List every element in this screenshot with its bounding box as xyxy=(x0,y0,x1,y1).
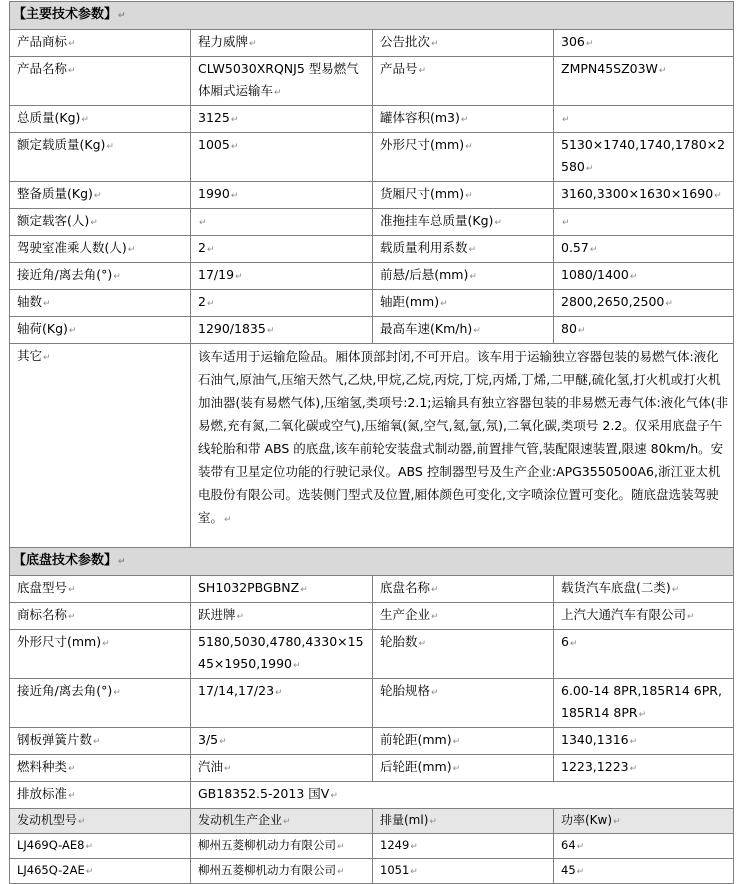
param-value-text: CLW5030XRQNJ5 型易燃气体厢式运输车 xyxy=(198,61,359,98)
chassis-label-text: 轮胎数 xyxy=(380,634,418,649)
chassis-value-text: 5180,5030,4780,4330×1545×1950,1990 xyxy=(198,634,364,671)
chassis-value xyxy=(554,576,734,603)
chassis-value-text: 1223,1223 xyxy=(561,759,629,774)
paragraph-mark-icon: ↵ xyxy=(629,737,638,747)
paragraph-mark-icon: ↵ xyxy=(93,191,102,201)
paragraph-mark-icon: ↵ xyxy=(585,164,594,174)
chassis-label xyxy=(10,755,191,782)
chassis-value xyxy=(191,630,373,679)
other-row xyxy=(10,344,734,548)
param-label-text: 前悬/后悬(mm) xyxy=(380,267,469,282)
spec-table-body xyxy=(10,2,734,884)
paragraph-mark-icon: ↵ xyxy=(418,66,427,76)
param-value xyxy=(554,106,734,133)
paragraph-mark-icon: ↵ xyxy=(452,764,461,774)
chassis-params-row xyxy=(10,603,734,630)
param-value xyxy=(554,263,734,290)
paragraph-mark-icon: ↵ xyxy=(460,115,469,125)
engine-cell-text: 45 xyxy=(561,863,576,877)
engine-cell-text: LJ465Q-2AE xyxy=(17,863,85,877)
param-label xyxy=(10,290,191,317)
chassis-params-row xyxy=(10,728,734,755)
param-value-text: 3160,3300×1630×1690 xyxy=(561,186,714,201)
chassis-value xyxy=(554,728,734,755)
engine-cell xyxy=(10,859,191,884)
param-value xyxy=(554,290,734,317)
param-value xyxy=(191,263,373,290)
param-value xyxy=(191,106,373,133)
paragraph-mark-icon: ↵ xyxy=(224,515,232,525)
param-value-text: 3125 xyxy=(198,110,230,125)
paragraph-mark-icon: ↵ xyxy=(249,39,257,49)
engine-col-header-text: 排量(ml) xyxy=(380,813,429,827)
param-value xyxy=(554,57,734,106)
paragraph-mark-icon: ↵ xyxy=(410,842,418,852)
chassis-value-text: 1340,1316 xyxy=(561,732,629,747)
paragraph-mark-icon: ↵ xyxy=(410,867,418,877)
paragraph-mark-icon: ↵ xyxy=(431,585,439,595)
other-label-text: 其它 xyxy=(17,348,43,363)
param-label-text: 产品号 xyxy=(380,61,418,76)
param-label-text: 准拖挂车总质量(Kg) xyxy=(380,213,494,228)
paragraph-mark-icon: ↵ xyxy=(68,612,76,622)
paragraph-mark-icon: ↵ xyxy=(102,639,110,649)
chassis-params-row xyxy=(10,679,734,728)
paragraph-mark-icon: ↵ xyxy=(206,299,215,309)
engine-cell-text: 柳州五菱柳机动力有限公司 xyxy=(198,863,336,877)
paragraph-mark-icon: ↵ xyxy=(275,688,283,698)
chassis-value xyxy=(554,755,734,782)
chassis-label xyxy=(10,630,191,679)
param-value xyxy=(554,236,734,263)
paragraph-mark-icon: ↵ xyxy=(431,688,439,698)
param-value xyxy=(554,30,734,57)
engine-cell xyxy=(373,834,554,859)
paragraph-mark-icon: ↵ xyxy=(494,218,502,228)
emission-label xyxy=(10,782,191,809)
paragraph-mark-icon: ↵ xyxy=(127,245,136,255)
chassis-section-row xyxy=(10,548,734,576)
param-label xyxy=(10,317,191,344)
engine-cell xyxy=(554,834,734,859)
paragraph-mark-icon: ↵ xyxy=(236,612,245,622)
paragraph-mark-icon: ↵ xyxy=(629,764,638,774)
paragraph-mark-icon: ↵ xyxy=(714,191,722,201)
engine-cell xyxy=(191,834,373,859)
chassis-value xyxy=(554,630,734,679)
paragraph-mark-icon: ↵ xyxy=(440,299,448,309)
paragraph-mark-icon: ↵ xyxy=(468,245,477,255)
chassis-label-text: 钢板弹簧片数 xyxy=(17,732,93,747)
param-value-text: 306 xyxy=(561,34,585,49)
param-value xyxy=(191,133,373,182)
param-label-text: 最高车速(Km/h) xyxy=(380,321,473,336)
param-label-text: 额定载客(人) xyxy=(17,213,90,228)
chassis-label-text: 底盘名称 xyxy=(380,580,431,595)
paragraph-mark-icon: ↵ xyxy=(418,639,427,649)
main-params-row xyxy=(10,236,734,263)
paragraph-mark-icon: ↵ xyxy=(469,272,477,282)
paragraph-mark-icon: ↵ xyxy=(93,737,101,747)
chassis-label xyxy=(10,679,191,728)
paragraph-mark-icon: ↵ xyxy=(665,299,673,309)
main-params-row xyxy=(10,57,734,106)
engine-row xyxy=(10,859,734,884)
param-value xyxy=(191,30,373,57)
paragraph-mark-icon: ↵ xyxy=(118,11,126,21)
paragraph-mark-icon: ↵ xyxy=(68,66,76,76)
main-params-row xyxy=(10,263,734,290)
paragraph-mark-icon: ↵ xyxy=(81,115,89,125)
param-value-text: 程力威牌 xyxy=(198,34,249,49)
paragraph-mark-icon: ↵ xyxy=(118,557,126,567)
paragraph-mark-icon: ↵ xyxy=(577,326,586,336)
main-params-section-header xyxy=(10,2,734,30)
param-value-text: 1005 xyxy=(198,137,230,152)
param-value xyxy=(191,209,373,236)
engine-cell xyxy=(373,859,554,884)
main-params-title: 【主要技术参数】 xyxy=(13,7,118,22)
param-label-text: 轴数 xyxy=(17,294,43,309)
param-value-text: 80 xyxy=(561,321,577,336)
param-value-text: 1990 xyxy=(198,186,230,201)
chassis-label xyxy=(373,576,554,603)
chassis-params-row xyxy=(10,755,734,782)
param-label xyxy=(373,57,554,106)
chassis-label-text: 后轮距(mm) xyxy=(380,759,452,774)
paragraph-mark-icon: ↵ xyxy=(337,842,345,852)
param-label xyxy=(373,30,554,57)
param-label xyxy=(373,209,554,236)
chassis-value xyxy=(191,603,373,630)
chassis-label xyxy=(10,728,191,755)
paragraph-mark-icon: ↵ xyxy=(113,272,121,282)
paragraph-mark-icon: ↵ xyxy=(658,66,667,76)
paragraph-mark-icon: ↵ xyxy=(585,39,594,49)
chassis-label xyxy=(373,755,554,782)
chassis-value xyxy=(191,728,373,755)
chassis-value xyxy=(554,679,734,728)
param-label xyxy=(373,290,554,317)
paragraph-mark-icon: ↵ xyxy=(576,842,585,852)
param-label-text: 整备质量(Kg) xyxy=(17,186,93,201)
paragraph-mark-icon: ↵ xyxy=(43,299,51,309)
chassis-label-text: 外形尺寸(mm) xyxy=(17,634,102,649)
engine-cell xyxy=(10,834,191,859)
chassis-value-text: 汽油 xyxy=(198,759,224,774)
param-label xyxy=(373,317,554,344)
chassis-value-text: 6.00-14 8PR,185R14 6PR,185R14 8PR xyxy=(561,683,722,720)
param-label xyxy=(373,263,554,290)
paragraph-mark-icon: ↵ xyxy=(292,661,301,671)
paragraph-mark-icon: ↵ xyxy=(68,585,76,595)
param-label-text: 罐体容积(m3) xyxy=(380,110,460,125)
chassis-value-text: 跃进牌 xyxy=(198,607,236,622)
engine-col-header-text: 发动机型号 xyxy=(17,813,78,827)
param-label xyxy=(373,106,554,133)
paragraph-mark-icon: ↵ xyxy=(266,326,275,336)
paragraph-mark-icon: ↵ xyxy=(687,612,695,622)
param-value xyxy=(554,133,734,182)
chassis-label-text: 轮胎规格 xyxy=(380,683,431,698)
param-label xyxy=(10,209,191,236)
chassis-label-text: 商标名称 xyxy=(17,607,68,622)
paragraph-mark-icon: ↵ xyxy=(671,585,680,595)
chassis-label-text: 生产企业 xyxy=(380,607,431,622)
paragraph-mark-icon: ↵ xyxy=(68,326,77,336)
param-value-text: 1290/1835 xyxy=(198,321,266,336)
engine-cell-text: 柳州五菱柳机动力有限公司 xyxy=(198,838,336,852)
param-label-text: 产品名称 xyxy=(17,61,68,76)
param-value xyxy=(191,317,373,344)
engine-col-header xyxy=(10,809,191,834)
chassis-label xyxy=(373,603,554,630)
param-value xyxy=(191,236,373,263)
paragraph-mark-icon: ↵ xyxy=(68,791,76,801)
chassis-value-text: 上汽大通汽车有限公司 xyxy=(561,607,687,622)
param-value-text: 2 xyxy=(198,294,206,309)
paragraph-mark-icon: ↵ xyxy=(90,218,98,228)
paragraph-mark-icon: ↵ xyxy=(68,39,76,49)
param-label-text: 驾驶室准乘人数(人) xyxy=(17,240,127,255)
param-value xyxy=(191,290,373,317)
engine-col-header xyxy=(373,809,554,834)
param-value xyxy=(191,57,373,106)
vehicle-spec-sheet xyxy=(9,1,733,884)
param-label xyxy=(10,133,191,182)
paragraph-mark-icon: ↵ xyxy=(43,353,51,363)
main-params-row xyxy=(10,290,734,317)
param-value-text: 2 xyxy=(198,240,206,255)
chassis-label xyxy=(10,603,191,630)
paragraph-mark-icon: ↵ xyxy=(613,817,621,827)
chassis-params-row xyxy=(10,576,734,603)
chassis-label-text: 接近角/离去角(°) xyxy=(17,683,113,698)
param-label-text: 货厢尺寸(mm) xyxy=(380,186,465,201)
param-label xyxy=(373,236,554,263)
emission-value-text: GB18352.5-2013 国V xyxy=(198,786,330,801)
param-value-text: 0.57 xyxy=(561,240,589,255)
paragraph-mark-icon: ↵ xyxy=(473,326,481,336)
engine-col-header-text: 功率(Kw) xyxy=(561,813,613,827)
paragraph-mark-icon: ↵ xyxy=(337,867,345,877)
chassis-label-text: 前轮距(mm) xyxy=(380,732,452,747)
chassis-label-text: 燃料种类 xyxy=(17,759,68,774)
param-value-text: ZMPN45SZ03W xyxy=(561,61,658,76)
param-label xyxy=(373,182,554,209)
paragraph-mark-icon: ↵ xyxy=(465,142,473,152)
emission-row xyxy=(10,782,734,809)
engine-col-header-text: 发动机生产企业 xyxy=(198,813,283,827)
param-value xyxy=(191,182,373,209)
param-value-text: 2800,2650,2500 xyxy=(561,294,665,309)
param-value xyxy=(554,182,734,209)
param-label xyxy=(10,236,191,263)
paragraph-mark-icon: ↵ xyxy=(569,639,578,649)
chassis-label-text: 底盘型号 xyxy=(17,580,68,595)
param-label xyxy=(10,263,191,290)
param-value xyxy=(554,317,734,344)
paragraph-mark-icon: ↵ xyxy=(230,115,239,125)
paragraph-mark-icon: ↵ xyxy=(589,245,598,255)
engine-cell xyxy=(191,859,373,884)
paragraph-mark-icon: ↵ xyxy=(85,867,94,877)
chassis-label xyxy=(10,576,191,603)
engine-col-header xyxy=(554,809,734,834)
paragraph-mark-icon: ↵ xyxy=(429,817,437,827)
paragraph-mark-icon: ↵ xyxy=(206,245,215,255)
chassis-value-text: SH1032PBGBNZ xyxy=(198,580,300,595)
main-params-row xyxy=(10,30,734,57)
chassis-value-text: 6 xyxy=(561,634,569,649)
paragraph-mark-icon: ↵ xyxy=(629,272,638,282)
main-params-row xyxy=(10,209,734,236)
param-value-text: 5130×1740,1740,1780×2580 xyxy=(561,137,726,174)
param-label xyxy=(373,133,554,182)
paragraph-mark-icon: ↵ xyxy=(78,817,86,827)
engine-row xyxy=(10,834,734,859)
paragraph-mark-icon: ↵ xyxy=(224,764,232,774)
engine-header-row xyxy=(10,809,734,834)
param-label xyxy=(10,57,191,106)
paragraph-mark-icon: ↵ xyxy=(199,218,207,228)
paragraph-mark-icon: ↵ xyxy=(230,142,239,152)
param-label-text: 公告批次 xyxy=(380,34,431,49)
engine-cell xyxy=(554,859,734,884)
param-label-text: 产品商标 xyxy=(17,34,68,49)
engine-col-header xyxy=(191,809,373,834)
main-params-row xyxy=(10,106,734,133)
paragraph-mark-icon: ↵ xyxy=(106,142,114,152)
param-label-text: 总质量(Kg) xyxy=(17,110,81,125)
other-text-text: 该车适用于运输危险品。厢体顶部封闭,不可开启。该车用于运输独立容器包装的易燃气体:液化石油气,原油气,压缩天然气,乙炔,甲烷,乙烷,丙烷,丁烷,丙烯,丁烯,二甲醚,硫化氢,打火机或打火机加油器(装有易燃气体),压缩氢,类项号:2.1;运输具有独立容器包装的非易燃无毒气体:液化气体(非易燃,充有氮,二氧化碳或空气),压缩氧(氮,空气,氦,氩,氖),二氧化碳,类项号 2.2。仅采用底盘子午线轮胎和带 ABS 的底盘,该车前轮安装盘式制动器,前置排气管,装配限速装置,限速 80km/h。安装带有卫星定位功能的行驶记录仪。ABS 控制器型号及生产企业:APG3550500A6,浙江亚太机电股份有限公司。选装侧门型式及位置,厢体颜色可变化,文字喷涂位置可变化。随底盘选装驾驶室。 xyxy=(198,349,729,525)
main-params-row xyxy=(10,133,734,182)
paragraph-mark-icon: ↵ xyxy=(330,791,338,801)
param-label-text: 额定载质量(Kg) xyxy=(17,137,106,152)
engine-cell-text: LJ469Q-AE8 xyxy=(17,838,85,852)
param-label-text: 轴距(mm) xyxy=(380,294,440,309)
chassis-value xyxy=(191,679,373,728)
emission-label-text: 排放标准 xyxy=(17,786,68,801)
chassis-label xyxy=(373,728,554,755)
paragraph-mark-icon: ↵ xyxy=(465,191,473,201)
other-text xyxy=(191,344,734,548)
chassis-params-row xyxy=(10,630,734,679)
param-value-text: 17/19 xyxy=(198,267,235,282)
paragraph-mark-icon: ↵ xyxy=(219,737,227,747)
paragraph-mark-icon: ↵ xyxy=(431,612,439,622)
param-label xyxy=(10,106,191,133)
param-label-text: 载质量利用系数 xyxy=(380,240,468,255)
paragraph-mark-icon: ↵ xyxy=(85,842,94,852)
engine-cell-text: 1051 xyxy=(380,863,410,877)
paragraph-mark-icon: ↵ xyxy=(68,764,76,774)
chassis-value-text: 3/5 xyxy=(198,732,219,747)
paragraph-mark-icon: ↵ xyxy=(230,191,239,201)
param-label-text: 轴荷(Kg) xyxy=(17,321,68,336)
chassis-value xyxy=(554,603,734,630)
param-value-text: 1080/1400 xyxy=(561,267,629,282)
engine-cell-text: 1249 xyxy=(380,838,410,852)
paragraph-mark-icon: ↵ xyxy=(562,218,570,228)
engine-cell-text: 64 xyxy=(561,838,576,852)
other-label xyxy=(10,344,191,548)
param-value xyxy=(554,209,734,236)
param-label xyxy=(10,182,191,209)
paragraph-mark-icon: ↵ xyxy=(235,272,243,282)
paragraph-mark-icon: ↵ xyxy=(113,688,121,698)
spec-table xyxy=(9,1,734,884)
paragraph-mark-icon: ↵ xyxy=(562,115,570,125)
param-label xyxy=(10,30,191,57)
chassis-label xyxy=(373,679,554,728)
emission-value xyxy=(191,782,734,809)
paragraph-mark-icon: ↵ xyxy=(576,867,585,877)
chassis-params-section-header xyxy=(10,548,734,576)
chassis-value xyxy=(191,755,373,782)
param-label-text: 接近角/离去角(°) xyxy=(17,267,113,282)
main-params-row xyxy=(10,317,734,344)
chassis-value-text: 17/14,17/23 xyxy=(198,683,275,698)
paragraph-mark-icon: ↵ xyxy=(452,737,461,747)
chassis-params-section-header-text: 【底盘技术参数】 xyxy=(13,553,118,568)
main-params-row xyxy=(10,182,734,209)
paragraph-mark-icon: ↵ xyxy=(283,817,291,827)
paragraph-mark-icon: ↵ xyxy=(274,88,282,98)
paragraph-mark-icon: ↵ xyxy=(431,39,439,49)
chassis-label xyxy=(373,630,554,679)
paragraph-mark-icon: ↵ xyxy=(638,710,647,720)
paragraph-mark-icon: ↵ xyxy=(300,585,308,595)
chassis-value xyxy=(191,576,373,603)
param-label-text: 外形尺寸(mm) xyxy=(380,137,465,152)
chassis-value-text: 载货汽车底盘(二类) xyxy=(561,580,671,595)
